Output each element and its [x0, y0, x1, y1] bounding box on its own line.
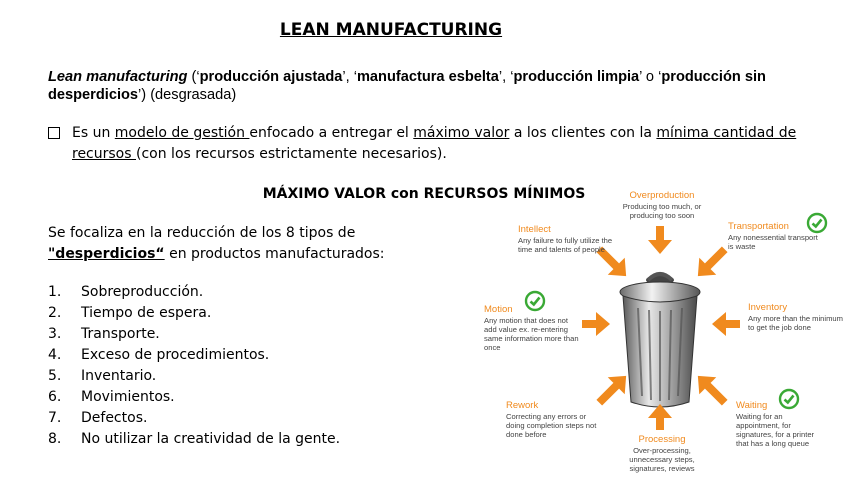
list-item	[48, 429, 428, 450]
definition-text: ’, ‘	[342, 69, 357, 85]
bullet-underlined: máximo valor	[413, 125, 510, 141]
arrow-icon	[689, 367, 733, 411]
list-number: 6.	[48, 389, 62, 405]
rework-label	[506, 400, 604, 439]
page-title: LEAN MANUFACTURING	[279, 20, 503, 40]
label-desc: Producing too much, or producing too soon	[622, 202, 702, 220]
label-title: Processing	[638, 434, 686, 445]
definition-bold: manufactura esbelta	[356, 69, 499, 85]
bullet-text	[72, 123, 818, 165]
label-desc: Any motion that does not add value ex. re-entering same information more than once	[484, 316, 579, 352]
label-title: Rework	[506, 400, 539, 411]
list-text: Sobreproducción.	[81, 284, 204, 300]
bullet-segment: Es un	[72, 125, 115, 141]
checkbox-bullet-icon	[48, 127, 60, 139]
list-text: Defectos.	[81, 410, 148, 426]
definition-text: ’, ‘	[498, 69, 514, 85]
bullet-segment: (con los recursos estrictamente necesarios).	[136, 146, 447, 162]
list-number: 5.	[48, 368, 62, 384]
arrow-icon	[712, 312, 740, 336]
list-item	[48, 387, 428, 408]
list-item	[48, 408, 428, 429]
list-number: 7.	[48, 410, 62, 426]
processing-label	[612, 434, 712, 473]
definition-term: Lean manufacturing	[48, 69, 188, 85]
definition-bold: producción sin desperdicios	[48, 69, 766, 103]
bullet-segment: a los clientes con la	[509, 125, 657, 141]
list-number: 3.	[48, 326, 62, 342]
arrow-icon	[582, 312, 610, 336]
label-title: Transportation	[728, 221, 789, 232]
list-item	[48, 345, 428, 366]
trash-can-icon	[620, 274, 700, 407]
list-number: 8.	[48, 431, 62, 447]
inventory-label	[748, 302, 844, 332]
definition-text: ’ o ‘	[639, 69, 662, 85]
section-subtitle: MÁXIMO VALOR con RECURSOS MÍNIMOS	[262, 186, 586, 202]
list-item	[48, 366, 428, 387]
overproduction-label	[612, 190, 712, 220]
label-desc: Correcting any errors or doing completion steps not done before	[506, 412, 597, 439]
label-desc: Any failure to fully utilize the time and talents of people	[518, 236, 613, 254]
waste-diagram	[478, 184, 848, 474]
list-text: Exceso de procedimientos.	[81, 347, 270, 363]
label-desc: Over-processing, unnecessary steps, signatures, reviews	[629, 446, 695, 473]
wastes-list	[48, 282, 428, 450]
list-text: Transporte.	[81, 326, 160, 342]
checkmark-icon	[806, 212, 828, 234]
focus-paragraph	[48, 223, 408, 265]
label-desc: Any nonessential transport is waste	[728, 233, 818, 251]
arrow-icon	[689, 241, 733, 285]
focus-text: en productos manufacturados:	[164, 246, 385, 262]
focus-text: Se focaliza en la reducción de los 8 tipos de	[48, 225, 356, 241]
list-number: 2.	[48, 305, 62, 321]
intellect-label	[518, 224, 614, 254]
list-number: 4.	[48, 347, 62, 363]
list-item	[48, 324, 428, 345]
label-desc: Any more than the minimum to get the job done	[748, 314, 843, 332]
bullet-paragraph	[48, 123, 818, 165]
bullet-segment: enfocado a entregar el	[249, 125, 414, 141]
list-text: Movimientos.	[81, 389, 175, 405]
arrow-icon	[648, 226, 672, 254]
label-title: Motion	[484, 304, 513, 315]
list-number: 1.	[48, 284, 62, 300]
checkmark-icon	[524, 290, 546, 312]
definition-bold: producción ajustada	[199, 69, 343, 85]
checkmark-icon	[778, 388, 800, 410]
label-title: Intellect	[518, 224, 551, 235]
list-item	[48, 303, 428, 324]
list-text: No utilizar la creatividad de la gente.	[81, 431, 341, 447]
label-title: Inventory	[748, 302, 788, 313]
definition-paragraph	[48, 68, 808, 104]
list-text: Tiempo de espera.	[81, 305, 212, 321]
definition-bold: producción limpia	[513, 69, 640, 85]
bullet-underlined: modelo de gestión	[114, 125, 250, 141]
label-title: Waiting	[736, 400, 768, 411]
list-item	[48, 282, 428, 303]
definition-text: (‘	[187, 69, 200, 85]
list-text: Inventario.	[81, 368, 157, 384]
definition-text: ’) (desgrasada)	[138, 87, 237, 103]
bullet-underlined: mínima cantidad de recursos	[72, 125, 797, 162]
label-title: Overproduction	[629, 190, 695, 201]
focus-keyword: "desperdicios“	[48, 246, 165, 262]
label-desc: Waiting for an appointment, for signatures, for a printer that has a long queue	[736, 412, 815, 448]
